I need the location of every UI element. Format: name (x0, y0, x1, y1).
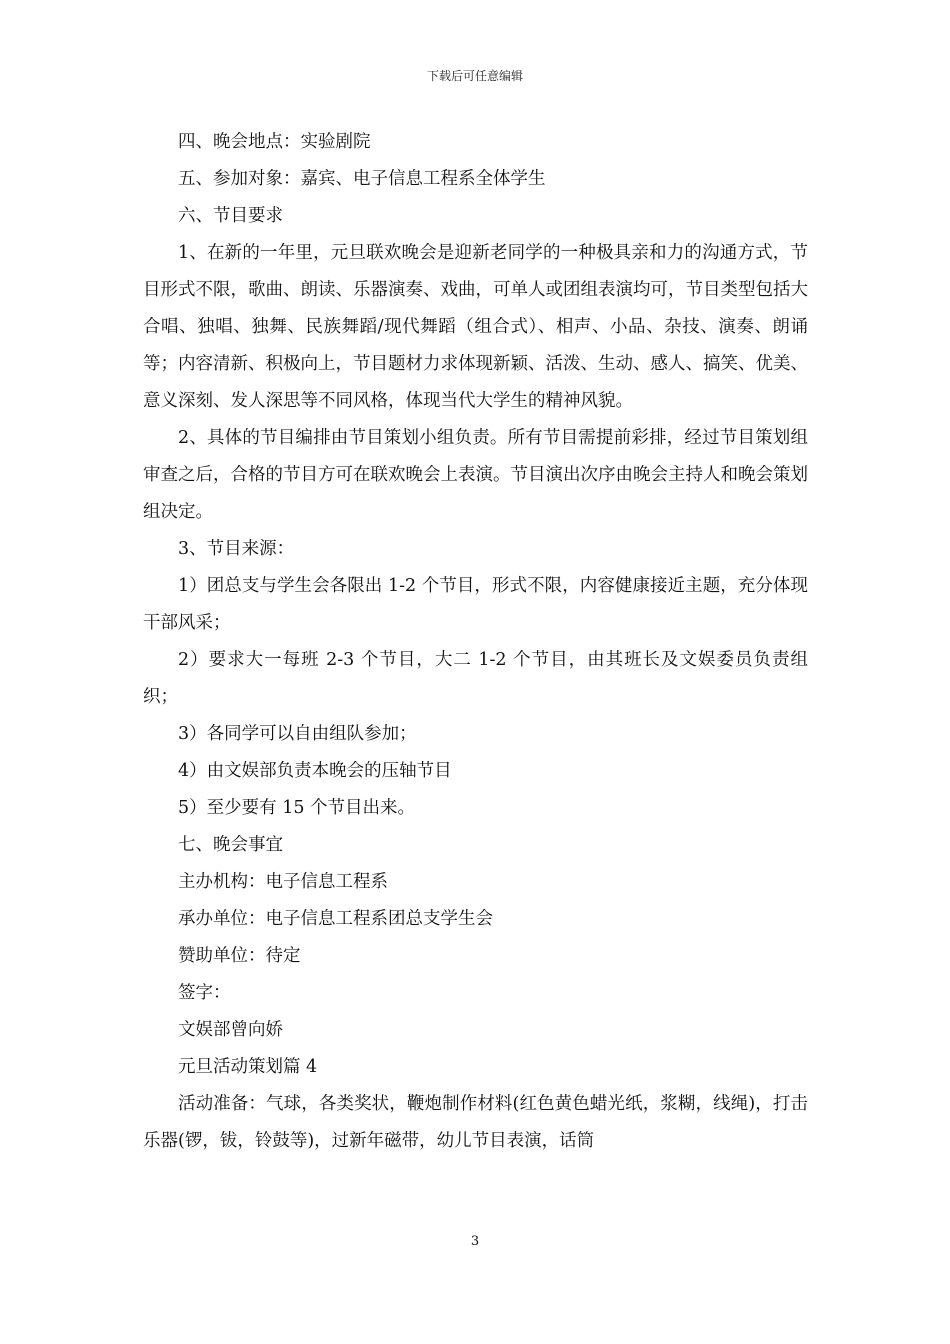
paragraph: 3）各同学可以自由组队参加； (178, 724, 417, 744)
paragraph: 1）团总支与学生会各限出 1-2 个节目，形式不限，内容健康接近主题，充分体现干部风采； (143, 576, 808, 633)
paragraph: 文娱部曾向娇 (178, 1020, 283, 1040)
page-header: 下载后可任意编辑 (426, 69, 523, 83)
paragraph: 5）至少要有 15 个节目出来。 (178, 798, 416, 818)
paragraph: 2、具体的节目编排由节目策划小组负责。所有节目需提前彩排，经过节目策划组审查之后，合格的节目方可在联欢晚会上表演。节目演出次序由晚会主持人和晚会策划组决定。 (143, 428, 808, 522)
paragraph: 四、晚会地点：实验剧院 (178, 132, 371, 152)
paragraph: 赞助单位：待定 (178, 946, 301, 966)
paragraph: 4）由文娱部负责本晚会的压轴节目 (178, 761, 452, 781)
paragraph: 六、节目要求 (178, 206, 283, 226)
paragraph: 主办机构：电子信息工程系 (178, 872, 388, 892)
page-number: 3 (470, 1234, 480, 1249)
paragraph: 2）要求大一每班 2-3 个节目，大二 1-2 个节目，由其班长及文娱委员负责组织； (143, 650, 808, 707)
paragraph: 五、参加对象：嘉宾、电子信息工程系全体学生 (178, 169, 546, 189)
paragraph: 3、节目来源： (178, 539, 295, 559)
document-body (143, 124, 808, 1160)
paragraph: 元旦活动策划篇 4 (178, 1057, 318, 1077)
paragraph: 承办单位：电子信息工程系团总支学生会 (178, 909, 493, 929)
paragraph: 签字： (178, 983, 231, 1003)
paragraph: 1、在新的一年里，元旦联欢晚会是迎新老同学的一种极具亲和力的沟通方式，节目形式不限，歌曲、朗读、乐器演奏、戏曲，可单人或团组表演均可，节目类型包括大合唱、独唱、独舞、民族舞蹈/现代舞蹈（组合式）、相声、小品、杂技、演奏、朗诵等；内容清新、积极向上，节目题材力求体现新颖、活泼、生动、感人、搞笑、优美、意义深刻、发人深思等不同风格，体现当代大学生的精神风貌。 (143, 243, 808, 411)
paragraph: 七、晚会事宜 (178, 835, 283, 855)
paragraph: 活动准备：气球，各类奖状，鞭炮制作材料(红色黄色蜡光纸，浆糊，线绳)，打击乐器(锣，钹，铃鼓等)，过新年磁带，幼儿节目表演，话筒 (143, 1094, 808, 1151)
